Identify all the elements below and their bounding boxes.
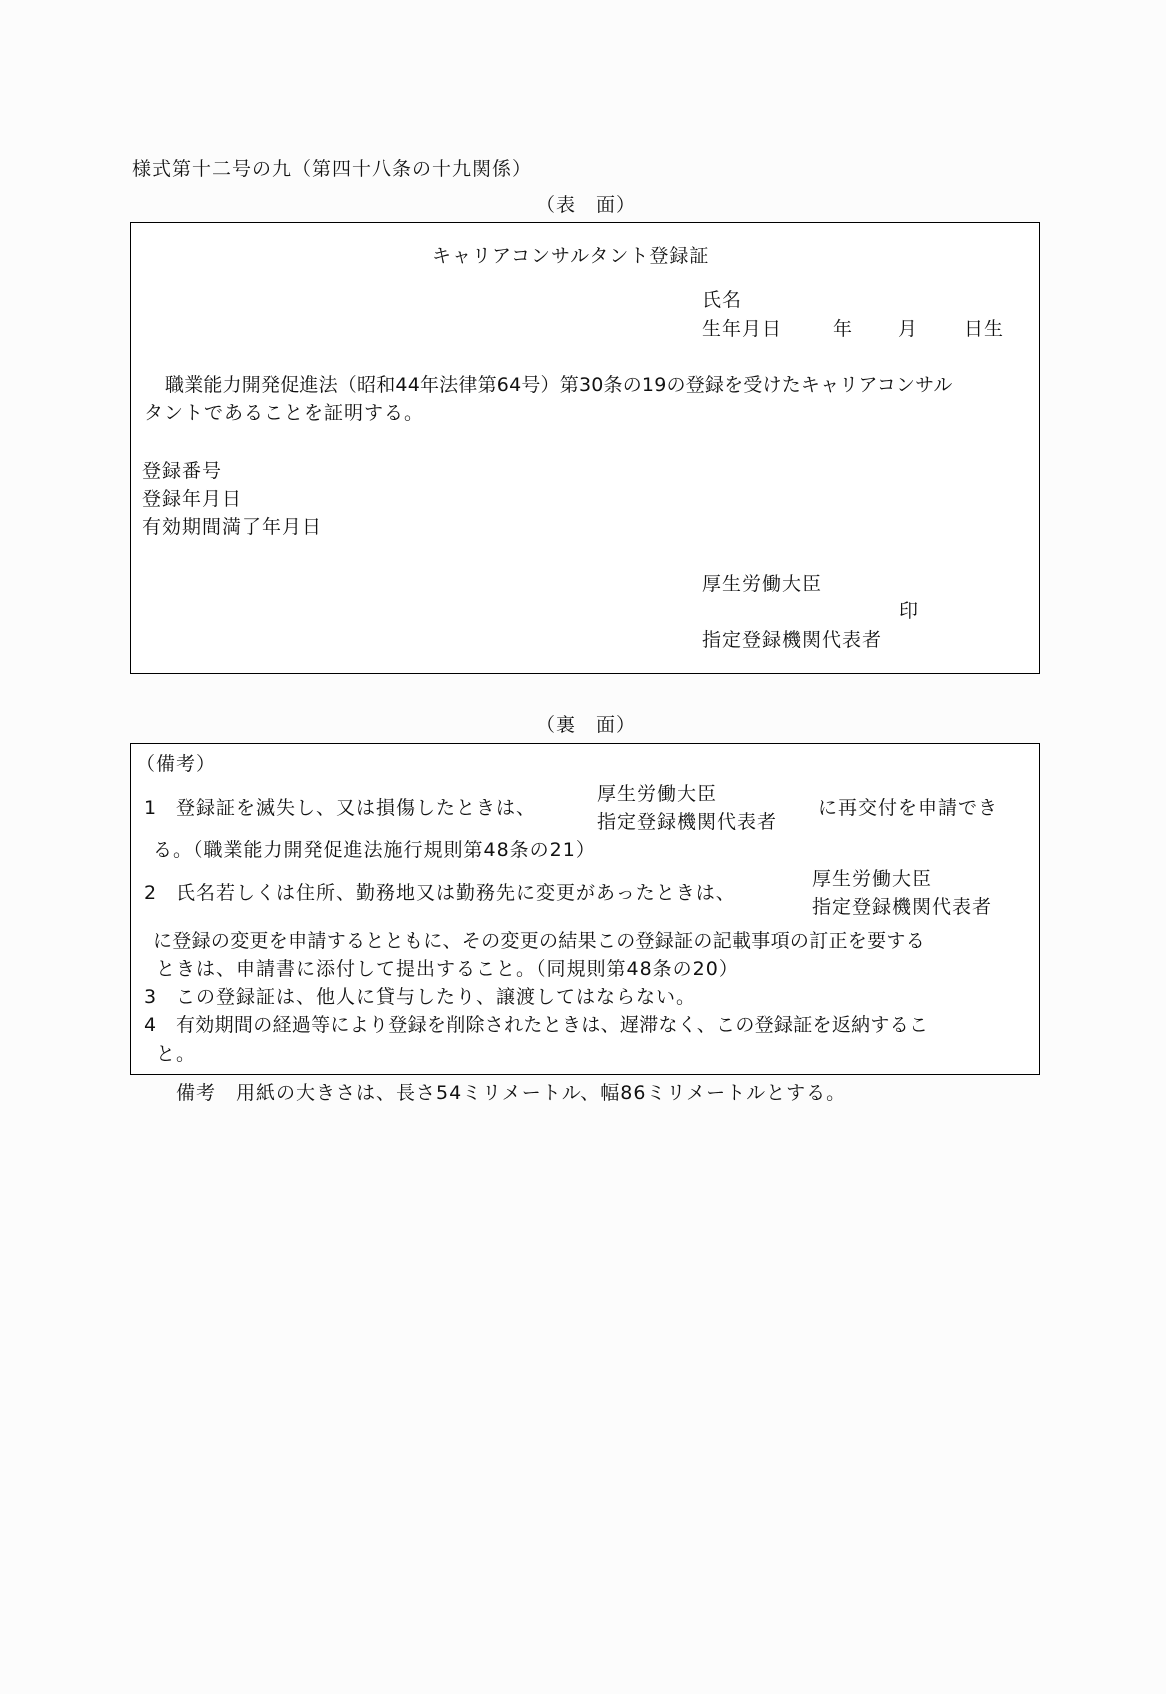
notes-label: （備考） bbox=[136, 753, 217, 775]
expiry-date-label: 有効期間満了年月日 bbox=[142, 516, 323, 538]
note-4-continuation: と。 bbox=[156, 1043, 197, 1065]
certification-line-2: タントであることを証明する。 bbox=[144, 402, 425, 424]
birth-label: 生年月日 bbox=[702, 318, 783, 340]
back-heading: （裏 面） bbox=[536, 714, 637, 736]
certification-line-1: 職業能力開発促進法（昭和44年法律第64号）第30条の19の登録を受けたキャリアコンサル bbox=[165, 374, 953, 396]
front-heading: （表 面） bbox=[536, 194, 637, 216]
note-1-authority-top: 厚生労働大臣 bbox=[597, 783, 718, 805]
note-4-text: 有効期間の経過等により登録を削除されたときは、遅滞なく、この登録証を返納するこ bbox=[176, 1014, 929, 1036]
note-1-text: 登録証を滅失し、又は損傷したときは、 bbox=[176, 797, 537, 819]
registration-number-label: 登録番号 bbox=[142, 460, 223, 482]
note-3-text: この登録証は、他人に貸与したり、譲渡してはならない。 bbox=[176, 986, 697, 1008]
note-1-text-after: に再交付を申請でき bbox=[818, 797, 999, 819]
birth-year-label: 年 bbox=[833, 318, 854, 340]
note-2-continuation-1: に登録の変更を申請するとともに、その変更の結果この登録証の記載事項の訂正を要する bbox=[153, 930, 926, 952]
issuer-designated-body: 指定登録機関代表者 bbox=[702, 629, 883, 651]
issuer-minister: 厚生労働大臣 bbox=[702, 573, 823, 595]
card-title: キャリアコンサルタント登録証 bbox=[432, 245, 710, 267]
registration-date-label: 登録年月日 bbox=[142, 488, 243, 510]
note-4-number: 4 bbox=[144, 1014, 158, 1036]
birth-day-label: 日生 bbox=[964, 318, 1005, 340]
note-3-number: 3 bbox=[144, 986, 158, 1008]
note-2-number: 2 bbox=[144, 882, 158, 904]
note-2-authority-top: 厚生労働大臣 bbox=[812, 868, 933, 890]
birth-month-label: 月 bbox=[898, 318, 919, 340]
note-1-continuation: る。（職業能力開発促進法施行規則第48条の21） bbox=[153, 839, 596, 861]
note-1-number: 1 bbox=[144, 797, 158, 819]
form-label: 様式第十二号の九（第四十八条の十九関係） bbox=[132, 158, 533, 180]
name-label: 氏名 bbox=[702, 289, 743, 311]
note-2-continuation-2: ときは、申請書に添付して提出すること。（同規則第48条の20） bbox=[156, 958, 739, 980]
footer-note: 備考 用紙の大きさは、長さ54ミリメートル、幅86ミリメートルとする。 bbox=[176, 1082, 847, 1104]
note-2-text: 氏名若しくは住所、勤務地又は勤務先に変更があったときは、 bbox=[176, 882, 736, 904]
seal-mark: 印 bbox=[899, 600, 920, 622]
note-1-authority-bottom: 指定登録機関代表者 bbox=[597, 811, 778, 833]
note-2-authority-bottom: 指定登録機関代表者 bbox=[812, 896, 993, 918]
